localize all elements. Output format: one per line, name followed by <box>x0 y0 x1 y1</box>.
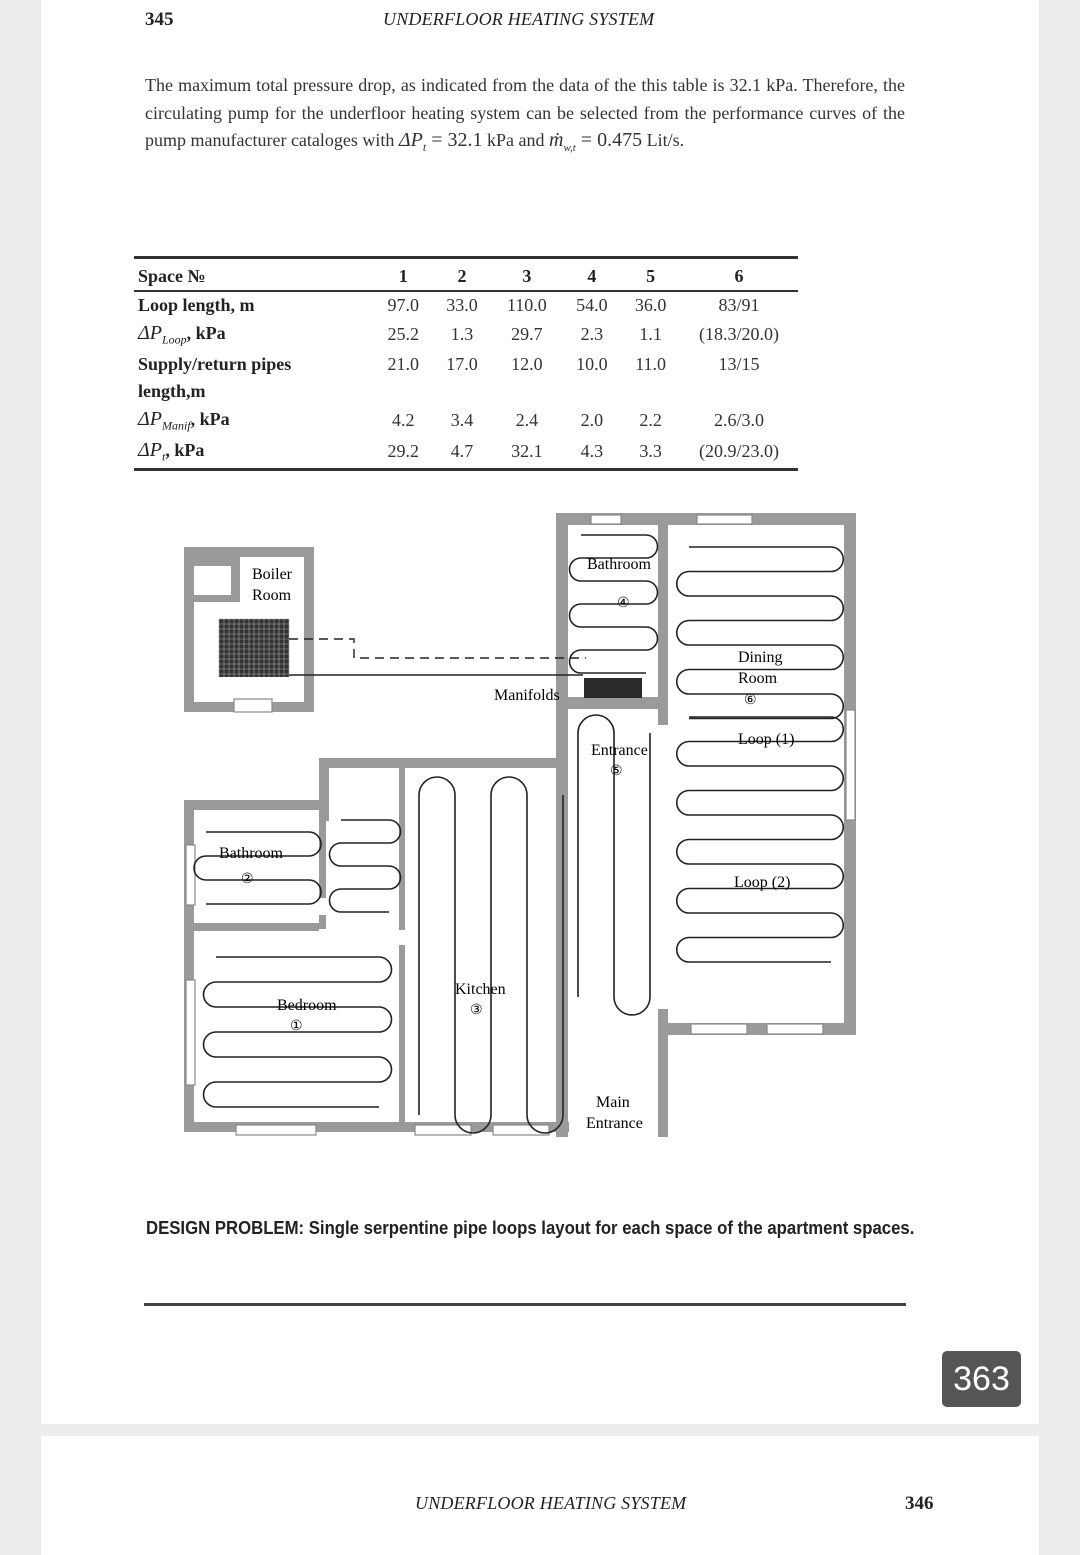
pipe-loops <box>194 535 843 1133</box>
wall-segment <box>304 547 314 712</box>
bathroom-2-number: ② <box>241 872 254 887</box>
main-entrance-label-2: Entrance <box>586 1115 643 1132</box>
table-col: 2 <box>433 258 492 292</box>
horizontal-rule <box>144 1303 906 1306</box>
boiler-room-label-2: Room <box>252 587 292 604</box>
boiler-return-line <box>289 639 586 658</box>
loop-2-label: Loop (2) <box>734 874 791 891</box>
dining-room-label-2: Room <box>738 670 778 687</box>
table-row: $\Delta P_{Manif}$, kPa 4.2 3.4 2.4 2.0 2.2 2.6/3.0 <box>138 407 764 433</box>
design-problem: DESIGN PROBLEM: Single serpentine pipe loops layout for each space of the apartment spaces. <box>146 1218 915 1238</box>
wall-segment <box>399 945 405 1122</box>
window <box>186 845 195 905</box>
wall-segment <box>658 525 668 725</box>
table-row: Loop length, m 97.0 33.0 110.0 54.0 36.0 83/91 <box>138 295 760 315</box>
table-row: $\Delta P_{Loop}$, kPa 25.2 1.3 29.7 2.3 1.1 (18.3/20.0) <box>138 322 779 347</box>
windows <box>186 515 855 1135</box>
manifold-block <box>584 678 642 698</box>
wall-segment <box>658 697 668 709</box>
wall-segment <box>184 547 194 712</box>
wall-segment <box>319 758 568 768</box>
pipe-loop-dining-2 <box>677 717 843 962</box>
wall-segment <box>658 709 668 723</box>
pressure-drop-table <box>134 256 798 471</box>
window <box>493 1125 549 1135</box>
main-entrance-label-1: Main <box>596 1094 630 1111</box>
bedroom-label: Bedroom <box>277 997 337 1014</box>
page-badge: 363 <box>942 1351 1021 1407</box>
footer-page-number: 346 <box>905 1493 934 1514</box>
page-number: 345 <box>145 9 174 30</box>
table-col: 6 <box>680 258 798 292</box>
pipe-loop-bathroom-2 <box>194 832 321 904</box>
table-header-label: Space № <box>134 258 374 292</box>
pipe-loop-kitchen <box>419 777 563 1133</box>
window <box>591 515 621 524</box>
bathroom-2-label: Bathroom <box>219 845 283 862</box>
table-col: 5 <box>621 258 680 292</box>
bathroom-4-label: Bathroom <box>587 556 651 573</box>
manifolds-label: Manifolds <box>494 687 560 704</box>
running-title: UNDERFLOOR HEATING SYSTEM <box>383 9 655 29</box>
body-paragraph: The maximum total pressure drop, as indicated from the data of the this table is 32.1 kPa. Therefore, the circulating pump for the underfloor heating system can be selected from the performance curves of the pump manufacturer cataloges with $\Delta P_t = 32.1$ kPa and ṁ$_{w,t}$ = 0.475 Lit/s. <box>145 75 905 154</box>
pipe-loop-dining-1 <box>677 547 843 719</box>
window <box>697 515 752 524</box>
table-row: $\Delta P_t$, kPa 29.2 4.7 32.1 4.3 3.3 (20.9/23.0) <box>138 439 779 464</box>
wall-segment <box>194 595 239 602</box>
boiler-icon <box>219 619 289 677</box>
table-col: 4 <box>562 258 621 292</box>
wall-segment <box>184 547 314 557</box>
window <box>236 1125 316 1135</box>
wall-segment <box>399 768 405 930</box>
loop-1-label: Loop (1) <box>738 731 795 748</box>
dining-room-label-1: Dining <box>738 649 783 666</box>
footer-running-title: UNDERFLOOR HEATING SYSTEM <box>415 1493 687 1513</box>
table-row: Supply/return pipes 21.0 17.0 12.0 10.0 11.0 13/15 <box>138 353 760 374</box>
table-row: length,m <box>138 380 206 401</box>
window <box>234 699 272 712</box>
kitchen-number: ③ <box>470 1003 483 1018</box>
wall-segment <box>568 697 658 709</box>
page-346 <box>41 1436 1039 1555</box>
wall-segment <box>194 923 319 931</box>
window <box>691 1024 747 1034</box>
pipe-loop-entrance <box>578 715 650 1015</box>
wall-segment <box>658 1009 668 1137</box>
pipe-loop-kitchen-west <box>330 820 401 912</box>
walls <box>184 513 856 1137</box>
wall-segment <box>658 1023 855 1035</box>
wall-segment <box>184 800 329 810</box>
kitchen-label: Kitchen <box>455 981 506 998</box>
entrance-number: ⑤ <box>610 764 623 779</box>
table-header-row <box>134 258 798 292</box>
entrance-label: Entrance <box>591 742 648 759</box>
window <box>186 980 195 1085</box>
window <box>846 710 855 820</box>
wall-segment <box>319 915 326 929</box>
page-345 <box>41 0 1039 1424</box>
floor-plan-diagram <box>41 505 1039 1145</box>
table-col: 3 <box>491 258 562 292</box>
bedroom-number: ① <box>290 1019 303 1034</box>
dining-room-number: ⑥ <box>744 693 757 708</box>
window <box>767 1024 823 1034</box>
bathroom-4-number: ④ <box>617 596 630 611</box>
boiler-room-label-1: Boiler <box>252 566 292 583</box>
table-col: 1 <box>374 258 433 292</box>
wall-segment <box>319 810 326 898</box>
